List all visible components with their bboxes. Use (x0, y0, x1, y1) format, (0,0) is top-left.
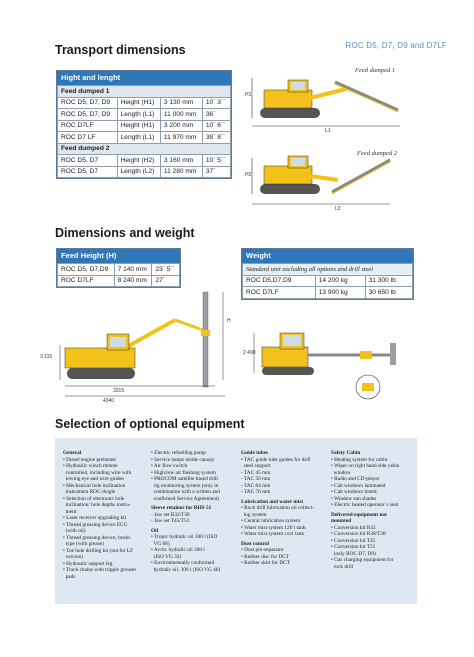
section-heading: Dust control (241, 540, 270, 547)
list-item: • Electric heated operator´s seat (331, 502, 399, 508)
list-item: • Track chains with tripple grouser (63, 567, 137, 573)
list-item: • Water mist system cxxl tank (241, 531, 304, 537)
weight-note: Standard unit excluding all options and drill steel (243, 264, 413, 276)
transport-diagram-2 (240, 150, 420, 215)
list-item: (only ROC D7, D9) (331, 550, 376, 557)
list-item: • PROCOM satellite based drill (151, 476, 218, 482)
weight-header: Weight (242, 249, 413, 263)
list-item: • Laser receiver upgrading kit (63, 515, 127, 521)
side-view-drawing (55, 290, 245, 405)
list-item: version) (63, 554, 84, 560)
list-item: controlled, including wire with (63, 469, 132, 476)
list-item: window (331, 469, 351, 476)
table-row: ROC D5, D7 Length (L2) 11 280 mm 37´ (58, 166, 231, 178)
section-heading: Safety Cabin (331, 450, 361, 456)
list-item: • TAC guide tube guides for drill (241, 456, 311, 463)
list-item: • Air flow switch (151, 463, 188, 469)
dim-height-label: 3 115 (40, 354, 53, 360)
list-item: VG 68) (151, 540, 170, 547)
list-item: - TAC 56 mm (241, 476, 271, 482)
list-item: • Selection of electronic hole (63, 495, 125, 502)
list-item: instrument ROC-Angle (63, 489, 116, 495)
section-heading: Sleeve retainer for RHS 51 (151, 505, 212, 511)
list-item: • Wiper on right hand side cabin (331, 463, 400, 469)
table-row: ROC D7LF 13 900 kg 30 650 lb (243, 287, 413, 299)
list-item: • Toe hole drilling kit (not for LF (63, 547, 134, 554)
list-item: • Dust pre-separator (241, 547, 284, 553)
list-item: • Rubber disc for DCT (241, 553, 290, 560)
list-item: • Cab windows tinted (331, 489, 377, 495)
table-row: ROC D7LF 8 240 mm 27´ (58, 275, 180, 287)
options-title: Selection of optional equipment (55, 417, 245, 431)
section-heading: Oil (151, 527, 159, 534)
list-item: • Mechanical hole inclination (63, 482, 126, 489)
section-heading: Delivered equipment not (331, 511, 387, 518)
list-item: - Jaw set T45/T51 (151, 518, 190, 524)
list-item: • Diesel engine preheater (63, 456, 117, 463)
list-item: (ISO VG 32) (151, 553, 182, 560)
feed-height-table (56, 248, 181, 288)
rear-view-drawing (240, 325, 415, 405)
list-item: inclination/ hole depths instru- (63, 502, 131, 508)
table-row: ROC D5,D7,D9 14 200 kg 31 300 lb (243, 275, 413, 287)
list-item: • Thread greasing device ECG (63, 521, 128, 528)
options-panel (55, 438, 417, 604)
section-heading: Lubrication and water mist (241, 498, 304, 505)
list-item: • Hydraulic winch remote (63, 463, 118, 469)
list-item: • Rubber skirt for DCT (241, 560, 290, 566)
list-item: - TAC 45 mm (241, 469, 271, 476)
list-item: towing eye and wire guides (63, 476, 124, 482)
section-heading: General (63, 450, 82, 456)
list-item: pads (63, 573, 76, 580)
list-item: - TAC 64 mm (241, 482, 271, 489)
list-item: • Hydraulic support leg (63, 560, 113, 567)
list-item: • Conversion kit R32 (331, 524, 376, 531)
list-item: • Conversion kit R38/T38 (331, 531, 386, 537)
list-item: • Service lamps inside canopy (151, 456, 215, 463)
list-item: • Heating system for cabin (331, 456, 388, 463)
dim-4340-label: 4340 (103, 398, 115, 404)
diagram1-label: Feed dumped 1 (355, 67, 396, 74)
list-item: ing system (241, 511, 267, 518)
list-item: • High/low air flushing system (151, 469, 216, 476)
list-item: • Radio and CD-player (331, 476, 380, 482)
weight-table (241, 248, 414, 300)
list-item: • Central lubrication system (241, 518, 301, 524)
list-item: steel support (241, 463, 271, 469)
list-item: • Cab windows laminated (331, 482, 386, 489)
list-item: • Window sun shades (331, 495, 377, 502)
l2-label: L2 (335, 206, 341, 212)
transport-table-header: Hight and lenght (57, 71, 231, 85)
dimensions-title: Dimensions and weight (55, 226, 195, 240)
options-column-3 (241, 450, 329, 567)
list-item: • Conversion kit T51 (331, 544, 376, 550)
list-item: - Jaw set R32/T38 (151, 511, 190, 518)
list-item: type (with grease) (63, 541, 104, 547)
transport-table (56, 70, 232, 179)
h2-label: H2 (245, 172, 252, 178)
table-row: ROC D5, D7,D9 7 140 mm 23´ 5´´ (58, 264, 180, 276)
feed-height-header: Feed Height (H) (57, 249, 180, 263)
section-heading: mounted (331, 518, 352, 524)
table-row: ROC D7 LF Length (L1) 11 970 mm 38´ 8´´ (58, 132, 231, 144)
list-item: rock drill (331, 563, 354, 570)
section-heading: Guide tubes (241, 450, 269, 456)
model-range-header: ROC D5, D7, D9 and D7LF (345, 41, 447, 50)
list-item: confirmed Service Agreement) (151, 495, 219, 502)
table-row: ROC D5, D7, D9 Height (H1) 3 130 mm 10´ 3´´ (58, 97, 231, 109)
dim-h-label: H (227, 318, 231, 324)
list-item: - TAC 76 mm (241, 489, 271, 495)
list-item: • Environmentally conformed (151, 560, 215, 566)
list-item: • Conversion kit T45 (331, 537, 376, 544)
options-column-2 (151, 450, 239, 573)
dim-2490-label: 2 490 (243, 350, 256, 356)
list-item: • Thread greasing device, brush (63, 534, 130, 541)
list-item: (with oil) (63, 528, 86, 534)
list-item: • Electric refuelling pump (151, 450, 206, 456)
list-item: ment (63, 508, 77, 515)
list-item: rig monitoring system (only in (151, 482, 219, 489)
l1-label: L1 (325, 128, 331, 134)
group1-label: Feed dumped 1 (58, 86, 231, 98)
table-row: ROC D7LF Height (H1) 3 200 mm 10´ 6´´ (58, 120, 231, 132)
list-item: • Tropic hydralic oil 300 l (ISO (151, 534, 218, 540)
transport-title: Transport dimensions (55, 43, 186, 57)
list-item: • Gas charging equipment for (331, 557, 394, 563)
table-row: ROC D5, D7 Height (H2) 3 160 mm 10´ 5´´ (58, 155, 231, 167)
list-item: combination with a written and (151, 489, 220, 495)
list-item: hydralic oil, 300 l (ISO VG 46) (151, 566, 221, 573)
diagram2-label: Feed dumped 2 (357, 150, 398, 157)
group2-label: Feed dumped 2 (58, 143, 231, 155)
list-item: • Water mist system 120 l tank (241, 524, 306, 531)
dim-3315-label: 3315 (113, 388, 125, 394)
h1-label: H1 (245, 92, 252, 98)
list-item: • Rock drill lubrication oil collect- (241, 505, 314, 511)
table-row: ROC D5, D7, D9 Length (L1) 11 000 mm 36´ (58, 109, 231, 121)
list-item: • Arctic hydralic oil 300 l (151, 547, 205, 553)
options-column-1 (63, 450, 149, 580)
options-column-4 (331, 450, 417, 570)
